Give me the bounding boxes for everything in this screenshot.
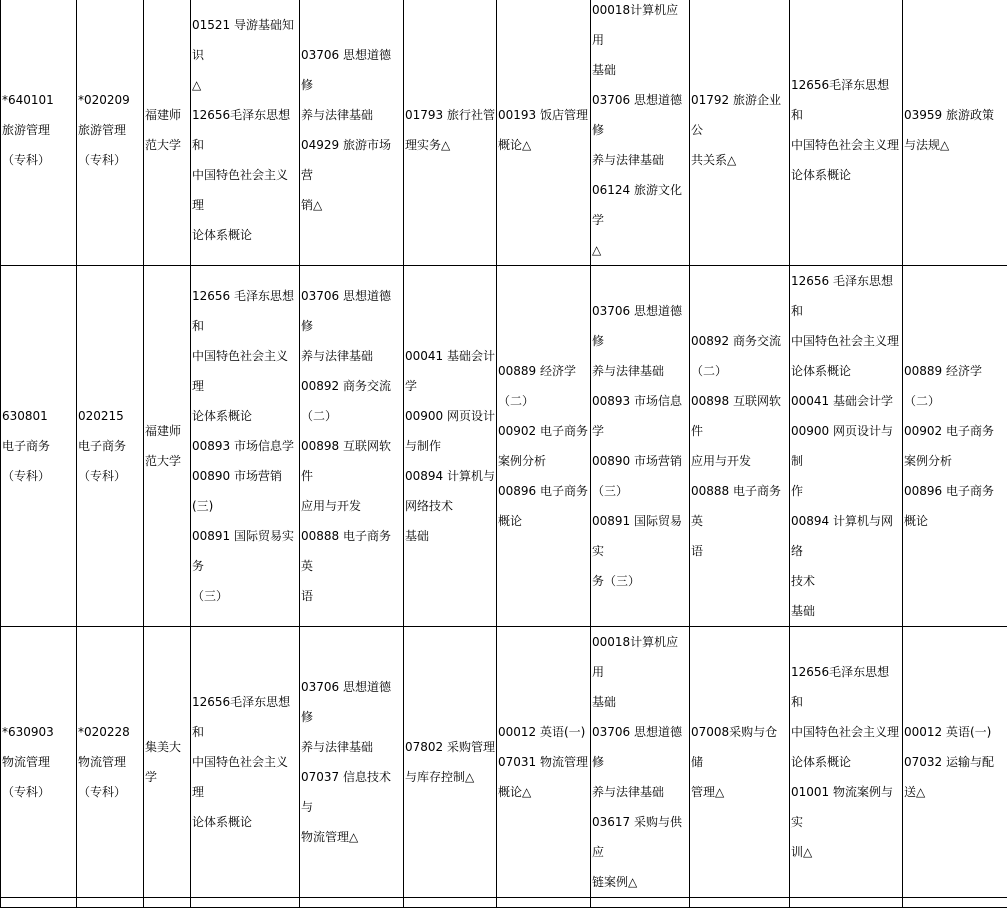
cell-text-line: 00193 饭店管理 <box>498 100 589 130</box>
cell-text-line: 03706 思想道德修 <box>592 85 688 145</box>
course-cell <box>790 627 903 898</box>
cell-text-line: （专科） <box>2 145 75 175</box>
cell-text-line: 旅游管理 <box>2 115 75 145</box>
cell-text-line: 03706 思想道德修 <box>592 296 688 356</box>
major-name-cell <box>77 0 144 266</box>
cell-text-line: 应用与开发 <box>301 491 402 521</box>
major-name-cell <box>77 627 144 898</box>
cell-text-line: 论体系概论 <box>192 401 298 431</box>
cell-text-line: 养与法律基础 <box>301 100 402 130</box>
cell-text-line: 中国特色社会主义理 <box>791 130 901 160</box>
cell-text-line: 论体系概论 <box>192 220 298 250</box>
course-cell <box>497 627 591 898</box>
course-cell <box>903 627 1007 898</box>
course-cell <box>404 266 497 627</box>
cell-text-line: 网络技术 <box>405 491 495 521</box>
cell-text-line: 01001 物流案例与实 <box>791 777 901 837</box>
cell-text-line: 12656 毛泽东思想和 <box>192 281 298 341</box>
cell-text-line: 基础 <box>791 596 901 626</box>
course-cell <box>591 627 690 898</box>
cell-text-line: 基础 <box>592 687 688 717</box>
cell-text-line: （专科） <box>78 461 142 491</box>
cell-text-line: 销△ <box>301 190 402 220</box>
course-cell <box>690 0 790 266</box>
cell-text-line: *020228 <box>78 717 142 747</box>
cell-text-line: 07802 采购管理 <box>405 732 495 762</box>
cell-text-line: 语 <box>691 536 788 566</box>
cell-text-line: 语 <box>301 581 402 611</box>
cell-text-line: 福建师 <box>145 100 189 130</box>
cell-text-line: 论体系概论 <box>791 356 901 386</box>
cell-text-line: 12656毛泽东思想和 <box>791 70 901 130</box>
course-cell <box>300 266 404 627</box>
cell-text-line: 链案例△ <box>592 867 688 897</box>
cell-text-line: 00893 市场信息学 <box>592 386 688 446</box>
university-cell <box>144 627 191 898</box>
cell-text-line: 福建师 <box>145 416 189 446</box>
cell-text-line: 中国特色社会主义理 <box>192 341 298 401</box>
course-cell <box>191 0 300 266</box>
cell-text-line: 养与法律基础 <box>592 777 688 807</box>
table-row <box>1 898 1007 908</box>
cell-text-line: *020209 <box>78 85 142 115</box>
cell-text-line: （专科） <box>78 777 142 807</box>
cell-text-line: 00894 计算机与 <box>405 461 495 491</box>
cell-text-line: 020215 <box>78 401 142 431</box>
university-cell <box>144 266 191 627</box>
cell-text-line: （二） <box>691 356 788 386</box>
cell-text-line: （二） <box>904 386 1006 416</box>
cell-text-line: 03706 思想道德修 <box>592 717 688 777</box>
cell-text-line: 中国特色社会主义理 <box>192 160 298 220</box>
cell-text-line: 养与法律基础 <box>301 732 402 762</box>
cell-text-line: 物流管理 <box>2 747 75 777</box>
cell-text-line: 养与法律基础 <box>592 356 688 386</box>
cell-text-line: 学 <box>405 371 495 401</box>
cell-text-line: 03959 旅游政策 <box>904 100 1006 130</box>
cell-text-line: 03706 思想道德修 <box>301 40 402 100</box>
cell-text-line: 基础 <box>592 55 688 85</box>
major-code-cell <box>1 0 77 266</box>
cell-text-line: 00898 互联网软件 <box>691 386 788 446</box>
cell-text-line: *630903 <box>2 717 75 747</box>
cell-text-line: 管理△ <box>691 777 788 807</box>
cell-text-line: 07008采购与仓储 <box>691 717 788 777</box>
cell-text-line: （三） <box>592 476 688 506</box>
cell-text-line: 论体系概论 <box>791 747 901 777</box>
cell-text-line: 07032 运输与配 <box>904 747 1006 777</box>
cell-text-line: 与库存控制△ <box>405 762 495 792</box>
cell-text-line: 00896 电子商务 <box>498 476 589 506</box>
cell-text-line: 630801 <box>2 401 75 431</box>
cell-text-line: 案例分析 <box>904 446 1006 476</box>
cell-text-line: 案例分析 <box>498 446 589 476</box>
cell-text-line: *640101 <box>2 85 75 115</box>
cell-text-line: 01792 旅游企业公 <box>691 85 788 145</box>
cell-text-line: 07037 信息技术与 <box>301 762 402 822</box>
cell-text-line: （专科） <box>2 461 75 491</box>
cell-text-line: 01793 旅行社管 <box>405 100 495 130</box>
course-cell <box>497 0 591 266</box>
major-code-cell <box>1 627 77 898</box>
cell-text-line: 学 <box>145 762 189 792</box>
course-cell <box>300 627 404 898</box>
course-cell <box>903 266 1007 627</box>
table-row <box>1 627 1007 898</box>
cell-text-line: 00902 电子商务 <box>498 416 589 446</box>
cell-text-line: △ <box>592 235 688 265</box>
cell-text-line: 论体系概论 <box>791 160 901 190</box>
cell-text-line: 作 <box>791 476 901 506</box>
course-cell <box>591 0 690 266</box>
cell-text-line: （专科） <box>78 145 142 175</box>
cell-text-line: 00900 网页设计 <box>405 401 495 431</box>
cell-text-line: 00041 基础会计 <box>405 341 495 371</box>
cell-text-line: 送△ <box>904 777 1006 807</box>
cell-text-line: 00889 经济学 <box>498 356 589 386</box>
cell-text-line: 范大学 <box>145 446 189 476</box>
cell-text-line: 论体系概论 <box>192 807 298 837</box>
cell-text-line: 物流管理 <box>78 747 142 777</box>
table-row <box>1 266 1007 627</box>
cell-text-line: （专科） <box>2 777 75 807</box>
cell-text-line: 集美大 <box>145 732 189 762</box>
cell-text-line: 00888 电子商务英 <box>301 521 402 581</box>
cell-text-line: 中国特色社会主义理 <box>192 747 298 807</box>
cell-text-line: 12656 毛泽东思想和 <box>791 266 901 326</box>
cell-text-line: 00018计算机应用 <box>592 627 688 687</box>
cell-text-line: 训△ <box>791 837 901 867</box>
course-cell <box>790 266 903 627</box>
cell-text-line: 范大学 <box>145 130 189 160</box>
cell-text-line: △ <box>192 70 298 100</box>
cell-text-line: 概论△ <box>498 777 589 807</box>
course-cell <box>300 0 404 266</box>
cell-text-line: 00888 电子商务英 <box>691 476 788 536</box>
cell-text-line: 12656毛泽东思想和 <box>791 657 901 717</box>
cell-text-line: 00900 网页设计与制 <box>791 416 901 476</box>
cell-text-line: 中国特色社会主义理 <box>791 326 901 356</box>
cell-text-line: 概论△ <box>498 130 589 160</box>
cell-text-line: 技术 <box>791 566 901 596</box>
cell-text-line: 养与法律基础 <box>301 341 402 371</box>
cell-text-line: 00891 国际贸易实 <box>592 506 688 566</box>
cell-text-line: 03706 思想道德修 <box>301 672 402 732</box>
cell-text-line: 养与法律基础 <box>592 145 688 175</box>
cell-text-line: 00889 经济学 <box>904 356 1006 386</box>
cell-text-line: 00892 商务交流 <box>301 371 402 401</box>
cell-text-line: （三） <box>192 581 298 611</box>
cell-text-line: 00894 计算机与网络 <box>791 506 901 566</box>
cell-text-line: 务（三） <box>592 566 688 596</box>
course-cell <box>591 266 690 627</box>
course-cell <box>690 266 790 627</box>
major-name-cell <box>77 266 144 627</box>
cell-text-line: 物流管理△ <box>301 822 402 852</box>
cell-text-line: 12656毛泽东思想和 <box>192 687 298 747</box>
course-cell <box>903 0 1007 266</box>
course-cell <box>497 266 591 627</box>
cell-text-line: 中国特色社会主义理 <box>791 717 901 747</box>
cell-text-line: 00898 互联网软件 <box>301 431 402 491</box>
cell-text-line: 00893 市场信息学 <box>192 431 298 461</box>
cell-text-line: 12656毛泽东思想和 <box>192 100 298 160</box>
cell-text-line: 00891 国际贸易实务 <box>192 521 298 581</box>
university-cell <box>144 0 191 266</box>
cell-text-line: 与制作 <box>405 431 495 461</box>
cell-text-line: 07031 物流管理 <box>498 747 589 777</box>
major-code-cell <box>1 266 77 627</box>
course-cell <box>790 0 903 266</box>
cell-text-line: 00041 基础会计学 <box>791 386 901 416</box>
cell-text-line: 应用与开发 <box>691 446 788 476</box>
cell-text-line: 00012 英语(一) <box>498 717 589 747</box>
table-row <box>1 0 1007 266</box>
cell-text-line: 00896 电子商务 <box>904 476 1006 506</box>
cell-text-line: 共关系△ <box>691 145 788 175</box>
cell-text-line: 03706 思想道德修 <box>301 281 402 341</box>
course-cell <box>404 0 497 266</box>
course-cell <box>191 627 300 898</box>
cell-text-line: 03617 采购与供应 <box>592 807 688 867</box>
cell-text-line: 06124 旅游文化学 <box>592 175 688 235</box>
course-cell <box>404 627 497 898</box>
cell-text-line: 00890 市场营销 <box>592 446 688 476</box>
cell-text-line: 与法规△ <box>904 130 1006 160</box>
cell-text-line: 概论 <box>904 506 1006 536</box>
cell-text-line: 概论 <box>498 506 589 536</box>
cell-text-line: （二） <box>301 401 402 431</box>
cell-text-line: 00902 电子商务 <box>904 416 1006 446</box>
cell-text-line: 04929 旅游市场营 <box>301 130 402 190</box>
cell-text-line: 电子商务 <box>78 431 142 461</box>
cell-text-line: 01521 导游基础知识 <box>192 10 298 70</box>
course-cell <box>690 627 790 898</box>
cell-text-line: 00892 商务交流 <box>691 326 788 356</box>
cell-text-line: 00018计算机应用 <box>592 0 688 55</box>
cell-text-line: 基础 <box>405 521 495 551</box>
cell-text-line: 00890 市场营销(三) <box>192 461 298 521</box>
cell-text-line: 理实务△ <box>405 130 495 160</box>
cell-text-line: 00012 英语(一) <box>904 717 1006 747</box>
course-cell <box>191 266 300 627</box>
cell-text-line: 旅游管理 <box>78 115 142 145</box>
cell-text-line: （二） <box>498 386 589 416</box>
cell-text-line: 电子商务 <box>2 431 75 461</box>
